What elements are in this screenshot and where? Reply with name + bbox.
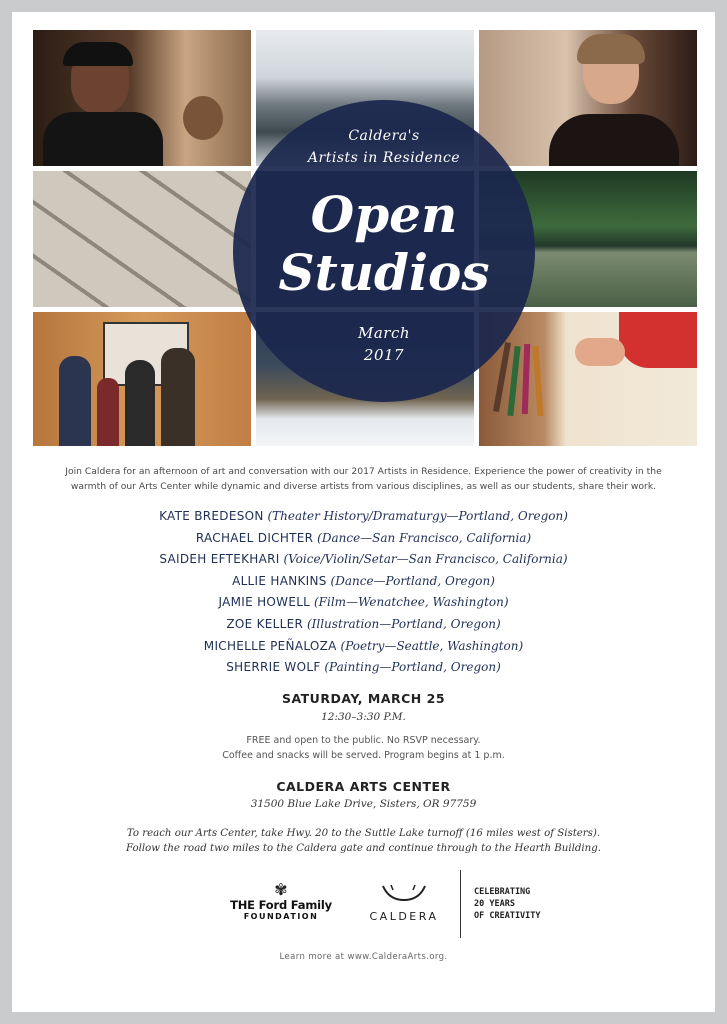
artist-row [32, 636, 695, 658]
event-date: SATURDAY, MARCH 25 [281, 691, 446, 706]
artist-desc: (Illustration—Portland, Oregon) [306, 616, 501, 631]
artist-row [32, 592, 695, 614]
artist-desc: (Dance—Portland, Oregon) [330, 573, 495, 588]
ford-family-logo [222, 882, 340, 921]
artist-desc: (Theater History/Dramaturgy—Portland, Oregon) [267, 509, 568, 523]
directions-line1: To reach our Arts Center, take Hwy. 20 to the Suttle Lake turnoff (16 miles west of Sisters). [126, 828, 601, 839]
artist-desc: (Film—Wenatchee, Washington) [314, 595, 509, 610]
intro-text: Join Caldera for an afternoon of art and conversation with our 2017 Artists in Residence. Experience the power of creativity in the warmth of our Arts Center while dynamic and diverse artists from various disciplines, as well as our students, share their work. [65, 466, 662, 492]
ford-logo-line1: THE Ford Family [230, 898, 332, 912]
photo-gallery-visitors [33, 312, 251, 446]
artist-list [32, 506, 695, 679]
artist-name: MICHELLE PEÑALOZA [203, 638, 337, 653]
artist-name: JAMIE HOWELL [218, 595, 311, 610]
event-info-1: FREE and open to the public. No RSVP necessary. [246, 735, 481, 746]
ford-logo-line2: FOUNDATION [243, 912, 319, 921]
photo-man-cap [33, 30, 251, 166]
header-line2: Artists in Residence [307, 150, 461, 166]
artist-name: ALLIE HANKINS [232, 573, 327, 588]
title-open: Open [310, 185, 458, 244]
artist-row [32, 614, 695, 636]
caldera-logo [362, 882, 446, 923]
artist-name: ZOE KELLER [226, 616, 304, 631]
event-info-2: Coffee and snacks will be served. Program begins at 1 p.m. [222, 750, 505, 761]
artist-name: SHERRIE WOLF [226, 660, 321, 675]
artist-name: SAIDEH EFTEKHARI [159, 552, 280, 567]
directions-line2: Follow the road two miles to the Caldera gate and continue through to the Hearth Building. [126, 843, 601, 854]
header-year: 2017 [363, 346, 405, 364]
celebrating-badge [474, 886, 554, 922]
logo-row [212, 870, 552, 940]
artist-row [32, 506, 695, 528]
artist-row [32, 549, 695, 571]
caldera-wordmark: CALDERA [369, 910, 439, 923]
event-time: 12:30–3:30 P.M. [321, 711, 406, 723]
title-studios: Studios [278, 243, 490, 302]
artist-row [32, 571, 695, 593]
artist-desc: (Dance—San Francisco, California) [317, 530, 532, 545]
photo-grid [33, 30, 697, 446]
tree-icon: ✾ [274, 880, 288, 899]
logo-divider [460, 870, 461, 938]
artist-desc: (Poetry—Seattle, Washington) [340, 638, 524, 653]
celebrating-line1: CELEBRATING [474, 887, 531, 897]
caldera-mark-icon [379, 882, 429, 904]
artist-name: RACHAEL DICHTER [195, 530, 314, 545]
photo-clay-tiles [33, 171, 251, 307]
title-circle [233, 100, 535, 402]
header-line1: Caldera's [348, 128, 420, 144]
artist-row [32, 528, 695, 550]
artist-row [32, 657, 695, 679]
venue-address: 31500 Blue Lake Drive, Sisters, OR 97759 [250, 798, 477, 810]
venue-name: CALDERA ARTS CENTER [276, 779, 451, 794]
poster [12, 12, 715, 1012]
celebrating-line3: OF CREATIVITY [474, 911, 541, 921]
artist-name: KATE BREDESON [159, 509, 264, 523]
celebrating-line2: 20 YEARS [474, 899, 515, 909]
learn-more-text: Learn more at www.CalderaArts.org. [279, 952, 448, 962]
artist-desc: (Voice/Violin/Setar—San Francisco, California) [283, 552, 568, 567]
artist-desc: (Painting—Portland, Oregon) [324, 660, 501, 675]
photo-smiling-woman [479, 30, 697, 166]
header-month: March [357, 324, 411, 342]
